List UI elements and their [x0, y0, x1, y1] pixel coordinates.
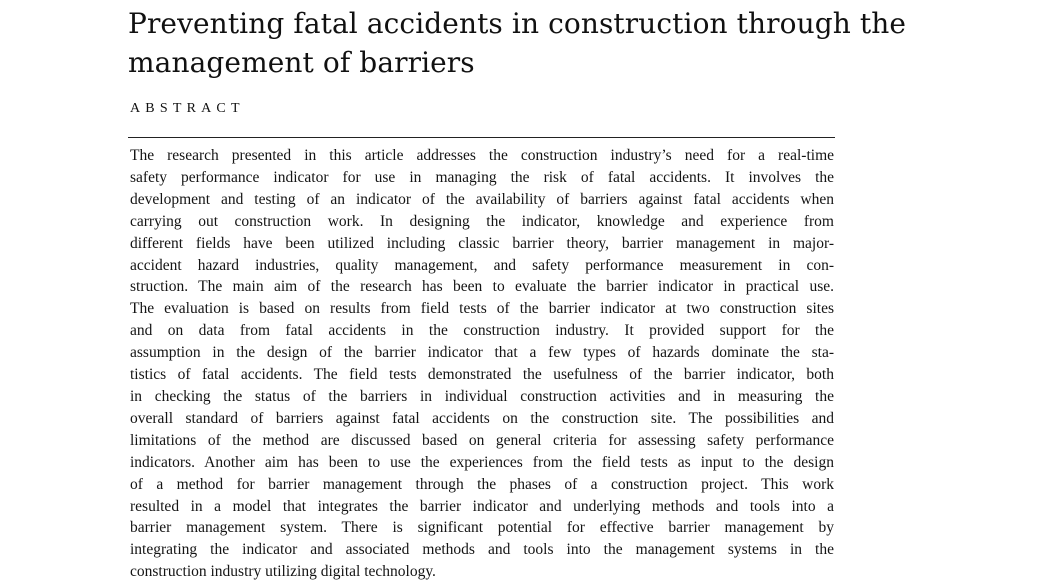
abstract-line: The research presented in this article addresses the construction industry’s need for a real-time [130, 147, 834, 164]
abstract-line: overall standard of barriers against fatal accidents on the construction site. The possibilities and [130, 409, 834, 427]
abstract-line: carrying out construction work. In designing the indicator, knowledge and experience from [130, 212, 834, 230]
abstract-line: limitations of the method are discussed based on general criteria for assessing safety performance [130, 431, 834, 449]
abstract-line: different fields have been utilized including classic barrier theory, barrier management in major- [130, 234, 834, 252]
abstract-line: integrating the indicator and associated methods and tools into the management systems in the [130, 541, 834, 559]
abstract-line: indicators. Another aim has been to use the experiences from the field tests as input to the design [130, 453, 834, 471]
article-title-line: Preventing fatal accidents in construction through the [128, 7, 907, 40]
abstract-line: struction. The main aim of the research has been to evaluate the barrier indicator in practical use. [130, 278, 834, 296]
abstract-line: construction industry utilizing digital technology. [130, 563, 436, 581]
article-title [128, 4, 1008, 82]
article-title-line: management of barriers [128, 46, 475, 79]
section-divider [128, 137, 835, 138]
abstract-line: safety performance indicator for use in managing the risk of fatal accidents. It involves the [130, 168, 834, 186]
abstract-line: assumption in the design of the barrier indicator that a few types of hazards dominate the sta- [130, 344, 834, 362]
abstract-line: development and testing of an indicator of the availability of barriers against fatal accidents when [130, 190, 834, 208]
abstract-line: resulted in a model that integrates the barrier indicator and underlying methods and tools into a [130, 497, 834, 515]
abstract-line: in checking the status of the barriers in individual construction activities and in measuring the [130, 387, 834, 405]
abstract-line: and on data from fatal accidents in the construction industry. It provided support for the [130, 322, 834, 340]
abstract-body [130, 145, 834, 583]
abstract-line: barrier management system. There is significant potential for effective barrier management by [130, 519, 834, 537]
abstract-line: The evaluation is based on results from field tests of the barrier indicator at two construction sites [130, 300, 834, 318]
abstract-heading: ABSTRACT [130, 101, 245, 116]
abstract-line: tistics of fatal accidents. The field tests demonstrated the usefulness of the barrier indicator, both [130, 366, 834, 384]
abstract-line: accident hazard industries, quality management, and safety performance measurement in con- [130, 256, 834, 274]
abstract-line: of a method for barrier management through the phases of a construction project. This work [130, 475, 834, 493]
